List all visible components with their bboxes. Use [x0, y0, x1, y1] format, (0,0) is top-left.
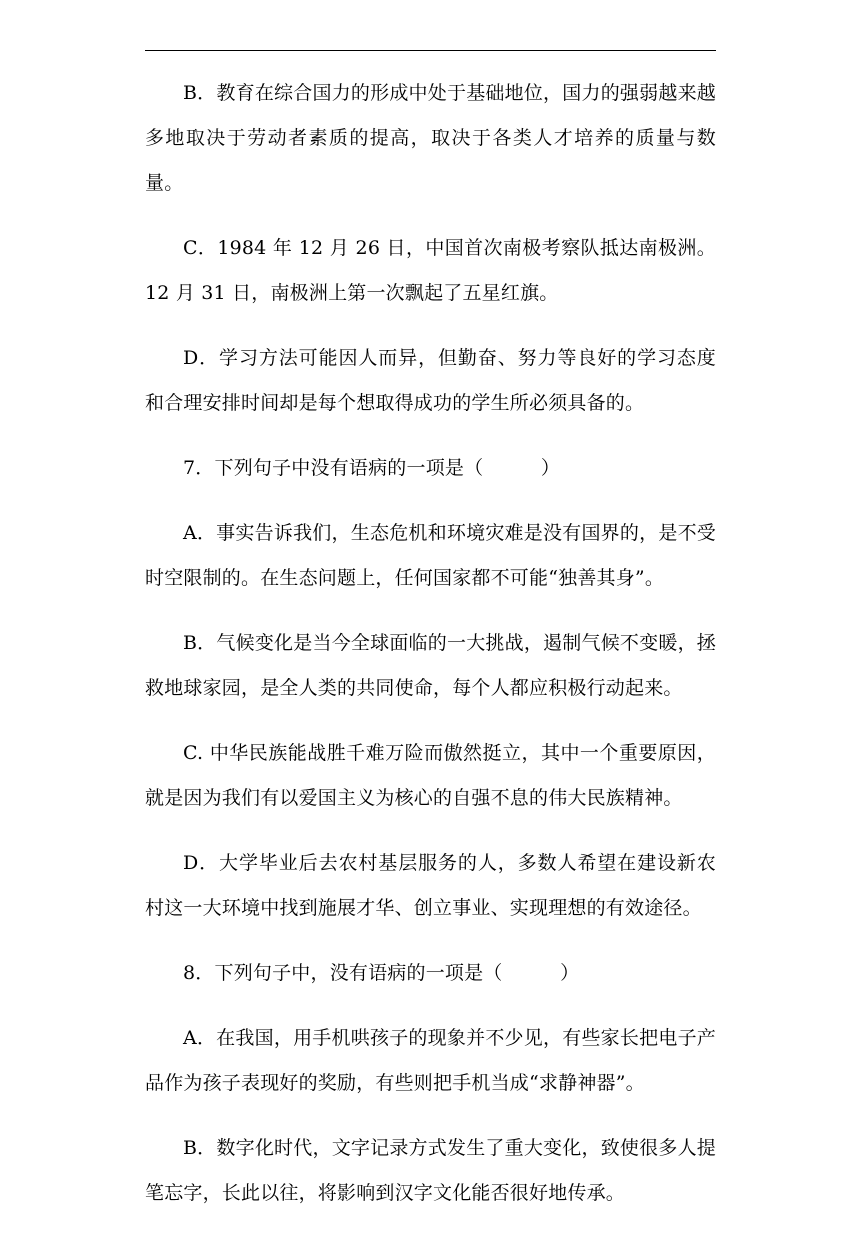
- option-d-paragraph: D．学习方法可能因人而异，但勤奋、努力等良好的学习态度和合理安排时间却是每个想取得成功的学生所必须具备的。: [145, 347, 716, 414]
- q7-option-b: B．气候变化是当今全球面临的一大挑战，遏制气候不变暖，拯救地球家园，是全人类的共同使命，每个人都应积极行动起来。: [145, 632, 716, 699]
- option-c-paragraph: C．1984 年 12 月 26 日，中国首次南极考察队抵达南极洲。12 月 31 日，南极洲上第一次飘起了五星红旗。: [145, 237, 716, 304]
- q7-option-a: A．事实告诉我们，生态危机和环境灾难是没有国界的，是不受时空限制的。在生态问题上，任何国家都不可能“独善其身”。: [145, 522, 716, 589]
- document-body: [145, 71, 716, 1236]
- question-7-stem: 7．下列句子中没有语病的一项是（ ）: [183, 457, 561, 479]
- q7-option-c: C. 中华民族能战胜千难万险而傲然挺立，其中一个重要原因，就是因为我们有以爱国主义为核心的自强不息的伟大民族精神。: [145, 742, 716, 809]
- q7-option-d: D．大学毕业后去农村基层服务的人，多数人希望在建设新农村这一大环境中找到施展才华、创立事业、实现理想的有效途径。: [145, 852, 716, 919]
- q8-option-b: B．数字化时代，文字记录方式发生了重大变化，致使很多人提笔忘字，长此以往，将影响到汉字文化能否很好地传承。: [145, 1137, 716, 1204]
- q8-option-a: A．在我国，用手机哄孩子的现象并不少见，有些家长把电子产品作为孩子表现好的奖励，有些则把手机当成“求静神器”。: [145, 1027, 716, 1094]
- option-b-paragraph: B．教育在综合国力的形成中处于基础地位，国力的强弱越来越多地取决于劳动者素质的提高，取决于各类人才培养的质量与数量。: [145, 82, 716, 194]
- question-8-stem: 8．下列句子中，没有语病的一项是（ ）: [183, 962, 580, 984]
- header-rule: [145, 50, 716, 51]
